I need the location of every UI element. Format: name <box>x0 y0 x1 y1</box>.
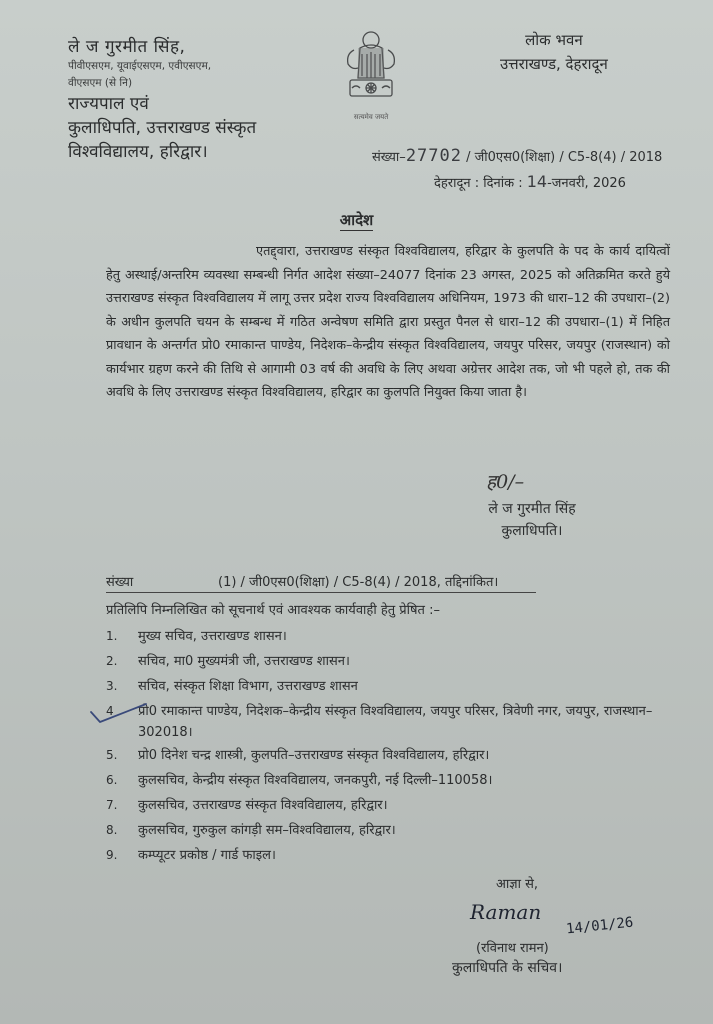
sender-name: ले ज गुरमीत सिंह, <box>68 37 186 57</box>
list-item: 6. कुलसचिव, केन्द्रीय संस्कृत विश्वविद्यालय, जनकपुरी, नई दिल्ली–110058। <box>106 773 493 788</box>
list-item: 1. मुख्य सचिव, उत्तराखण्ड शासन। <box>106 629 287 644</box>
date-handwritten-day: 14 <box>526 172 548 191</box>
reference-suffix: / जी0एस0(शिक्षा) / C5-8(4) / 2018 <box>462 150 663 165</box>
list-item: 4 प्रो0 रमाकान्त पाण्डेय, निदेशक–केन्द्रीय संस्कृत विश्वविद्यालय, जयपुर परिसर, त्रिवेणी नगर, जयपुर, राजस्थान–302018। <box>106 704 653 740</box>
signatory-initials: ह0/– <box>486 471 525 493</box>
sender-honours-1: पीवीएसएम, यूवाईएसएम, एवीएसएम, <box>68 60 212 72</box>
office-line-1: लोक भवन <box>525 31 583 49</box>
sender-role-1: राज्यपाल एवं <box>68 94 149 114</box>
list-item: 8. कुलसचिव, गुरुकुल कांगड़ी सम–विश्वविद्यालय, हरिद्वार। <box>106 823 396 838</box>
list-item: 9. कम्प्यूटर प्रकोष्ठ / गार्ड फाइल। <box>106 848 276 863</box>
secretary-title: कुलाधिपति के सचिव। <box>452 960 563 976</box>
reference-number <box>372 146 662 166</box>
office-line-2: उत्तराखण्ड, देहरादून <box>500 55 608 73</box>
sender-block <box>68 36 256 164</box>
secretary-signature: Raman <box>470 900 542 924</box>
memo-reference <box>106 572 536 593</box>
order-title: आदेश <box>339 211 374 229</box>
date-prefix: देहरादून : दिनांक : <box>434 176 527 191</box>
national-emblem-icon <box>340 28 402 122</box>
copy-intro: प्रतिलिपि निम्नलिखित को सूचनार्थ एवं आवश्यक कार्यवाही हेतु प्रेषित :– <box>106 603 440 618</box>
date-suffix: -जनवरी, 2026 <box>547 176 626 191</box>
copy-list <box>106 624 678 868</box>
by-order-label: आज्ञा से, <box>496 877 539 892</box>
sender-honours-2: वीएसएम (से नि) <box>68 77 133 89</box>
memo-label: संख्या <box>106 575 134 590</box>
order-body: एतद्द्वारा, उत्तराखण्ड संस्कृत विश्वविद्यालय, हरिद्वार के कुलपति के पद के कार्य दायित्वों हेतु अस्थाई/अन्तरिम व्यवस्था सम्बन्धी निर्गत आदेश संख्या–24077 दिनांक 23 अगस्त, 2025 को अतिक्रमित करते हुये उत्तराखण्ड संस्कृत विश्वविद्यालय में लागू उत्तर प्रदेश राज्य विश्वविद्यालय अधिनियम, 1973 की धारा–12 की उपधारा–(2) के अधीन कुलपति चयन के सम्बन्ध में गठित अन्वेषण समिति द्वारा प्रस्तुत पैनल से धारा–12 की उपधारा–(1) में निहित प्रावधान के अन्तर्गत प्रो0 रमाकान्त पाण्डेय, निदेशक–केन्द्रीय संस्कृत विश्वविद्यालय, जयपुर परिसर, जयपुर (राजस्थान) को कार्यभार ग्रहण करने की तिथि से आगामी 03 वर्ष की अवधि के लिए अथवा अग्रेत्तर आदेश तक, जो भी पहले हो, तक की अवधि के लिए उत्तराखण्ड संस्कृत विश्वविद्यालय, हरिद्वार का कुलपति नियुक्त किया जाता है। <box>106 244 670 400</box>
signatory-name: ले ज गुरमीत सिंह <box>488 501 576 517</box>
emblem-motto: सत्यमेव जयते <box>353 113 389 121</box>
signature-date: 14/01/26 <box>565 914 635 938</box>
signatory-title: कुलाधिपति। <box>501 523 563 539</box>
reference-handwritten-number: 27702 <box>405 146 462 166</box>
date-line <box>434 172 626 191</box>
list-item: 3. सचिव, संस्कृत शिक्षा विभाग, उत्तराखण्ड शासन <box>106 679 358 694</box>
list-item: 7. कुलसचिव, उत्तराखण्ड संस्कृत विश्वविद्यालय, हरिद्वार। <box>106 798 388 813</box>
list-item: 5. प्रो0 दिनेश चन्द्र शास्त्री, कुलपति–उत्तराखण्ड संस्कृत विश्वविद्यालय, हरिद्वार। <box>106 748 490 763</box>
office-address <box>500 28 608 76</box>
checkmark-icon <box>88 700 160 726</box>
signatory-block <box>452 498 612 542</box>
reference-prefix: संख्या– <box>372 150 406 165</box>
sender-role-3: विश्वविद्यालय, हरिद्वार। <box>68 142 208 162</box>
list-item: 2. सचिव, मा0 मुख्यमंत्री जी, उत्तराखण्ड शासन। <box>106 654 350 669</box>
secretary-name: (रविनाथ रामन) <box>476 941 549 956</box>
sender-role-2: कुलाधिपति, उत्तराखण्ड संस्कृत <box>68 118 257 138</box>
memo-ref: (1) / जी0एस0(शिक्षा) / C5-8(4) / 2018, तद्दिनांकित। <box>218 575 499 590</box>
